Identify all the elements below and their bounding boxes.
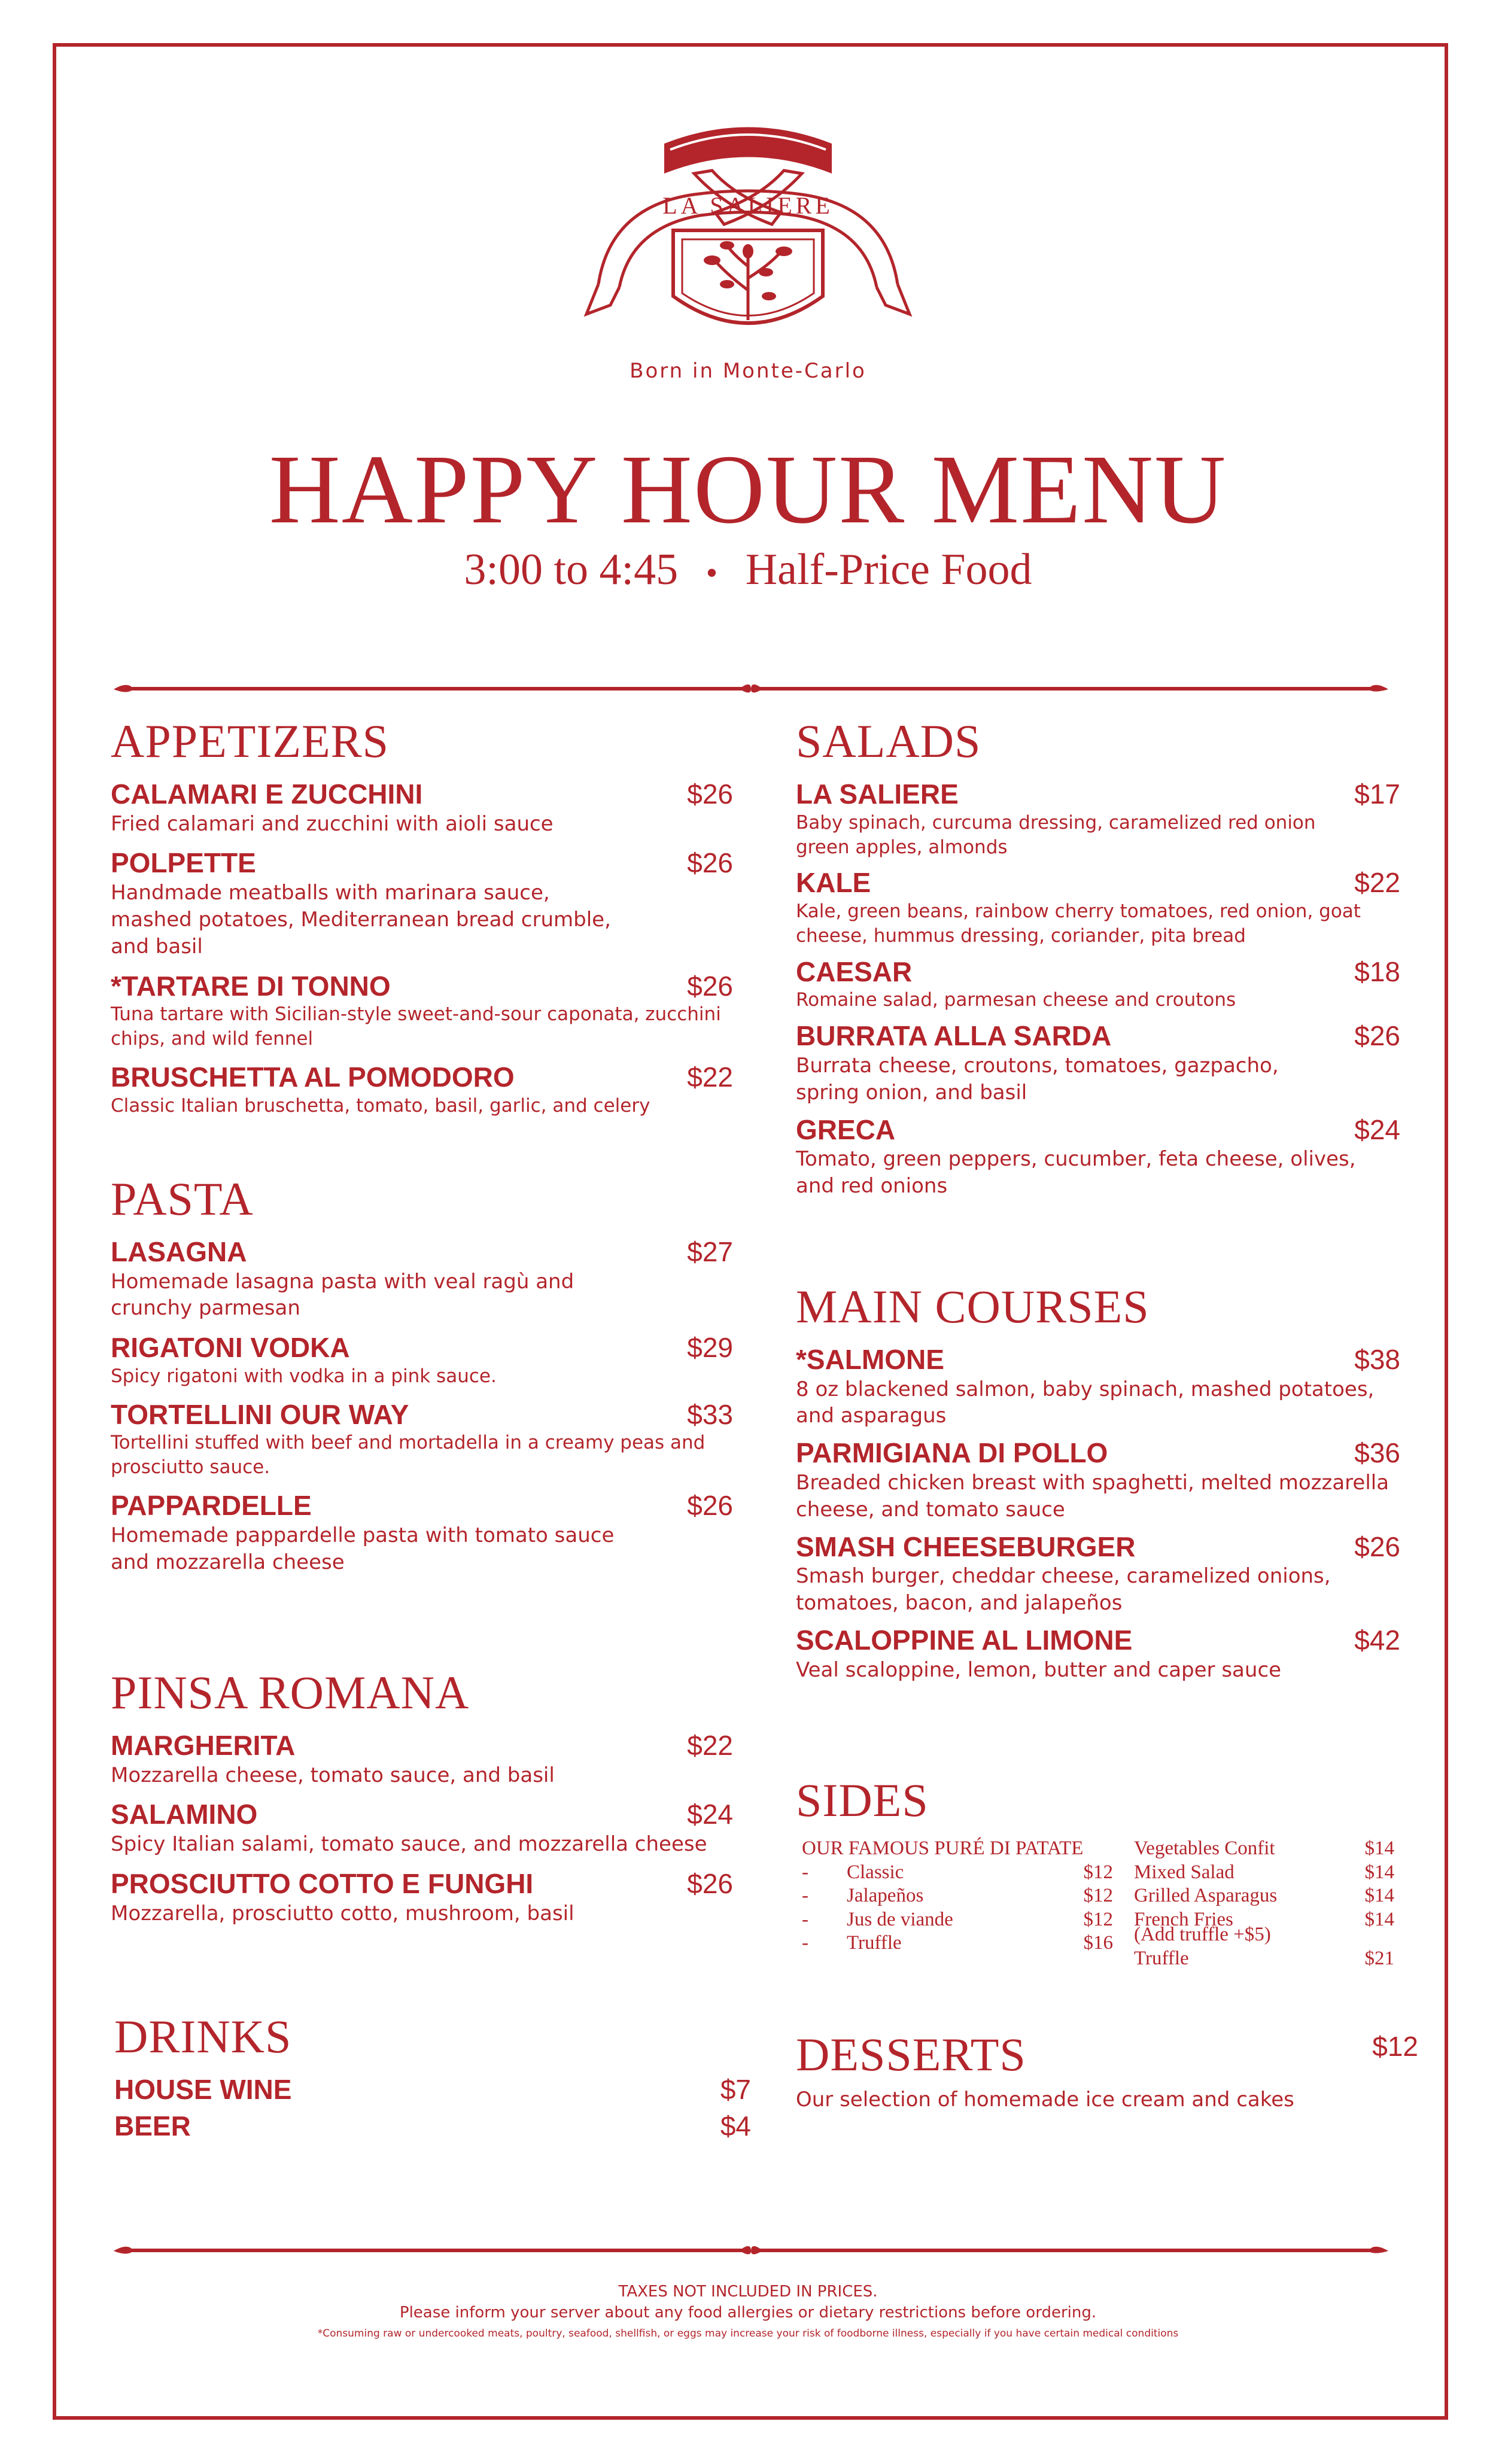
item-price: $22 xyxy=(687,1061,733,1093)
item-name: PARMIGIANA DI POLLO xyxy=(796,1437,1108,1469)
item-description: Kale, green beans, rainbow cherry tomatoes, red onion, goat cheese, hummus dressing, coriander, pita bread xyxy=(796,901,1361,947)
salads-title: SALADS xyxy=(796,715,981,767)
desserts-section xyxy=(796,2028,1418,2113)
menu-item xyxy=(796,779,1400,859)
side-item: - Classic $12 xyxy=(802,1861,1113,1883)
item-description: Baby spinach, curcuma dressing, caramelized red onion green apples, almonds xyxy=(796,811,1316,858)
bottom-divider xyxy=(108,2238,1394,2262)
item-name: CALAMARI E ZUCCHINI xyxy=(111,778,423,810)
main-courses-title: MAIN COURSES xyxy=(796,1280,1150,1333)
item-price: $4 xyxy=(720,2110,751,2141)
item-name: CAESAR xyxy=(796,956,913,987)
menu-item xyxy=(111,779,733,837)
svg-text:LA SALIERE: LA SALIERE xyxy=(662,192,834,219)
item-name: BEER xyxy=(114,2110,191,2141)
item-price: $27 xyxy=(687,1236,733,1267)
page-title: HAPPY HOUR MENU xyxy=(269,434,1227,544)
item-price: $42 xyxy=(1354,1625,1400,1656)
item-name: LA SALIERE xyxy=(796,778,959,810)
item-description: Tuna tartare with Sicilian-style sweet-and-sour caponata, zucchini chips, and wild fennel xyxy=(111,1003,721,1050)
item-price: $26 xyxy=(1354,1531,1400,1562)
side-item: - Jalapeños $12 xyxy=(802,1885,1113,1907)
side-item: - Jus de viande $12 xyxy=(802,1908,1113,1930)
menu-item xyxy=(111,971,733,1051)
item-description: Classic Italian bruschetta, tomato, basil, garlic, and celery xyxy=(111,1094,650,1117)
item-description: Homemade lasagna pasta with veal ragù and crunchy parmesan xyxy=(111,1269,574,1321)
item-price: $29 xyxy=(687,1332,733,1364)
side-item: Grilled Asparagus $14 xyxy=(1134,1885,1394,1907)
page-subtitle xyxy=(0,547,1496,592)
menu-item xyxy=(111,1730,733,1788)
item-name: LASAGNA xyxy=(111,1236,247,1267)
item-name: *SALMONE xyxy=(796,1344,944,1375)
menu-item xyxy=(796,1532,1400,1617)
appetizers-title: APPETIZERS xyxy=(111,715,390,767)
drinks-title: DRINKS xyxy=(114,2010,292,2063)
item-description: Burrata cheese, croutons, tomatoes, gazpacho, spring onion, and basil xyxy=(796,1053,1279,1105)
item-name: SMASH CHEESEBURGER xyxy=(796,1531,1136,1562)
item-description: Tortellini stuffed with beef and mortadella in a creamy peas and prosciutto sauce. xyxy=(111,1432,706,1479)
menu-item xyxy=(111,848,733,960)
menu-item xyxy=(111,1400,733,1480)
menu-item xyxy=(111,1490,733,1575)
sides-title: SIDES xyxy=(796,1774,929,1826)
desserts-price: $12 xyxy=(1372,2031,1418,2062)
item-name: MARGHERITA xyxy=(111,1730,296,1761)
drinks-section xyxy=(114,2010,751,2152)
salads-section xyxy=(796,715,1400,1210)
item-price: $17 xyxy=(1354,778,1400,810)
item-description: Mozzarella cheese, tomato sauce, and basil xyxy=(111,1763,555,1787)
item-name: PROSCIUTTO COTTO E FUNGHI xyxy=(111,1867,534,1899)
menu-item xyxy=(796,1021,1400,1106)
menu-item xyxy=(796,868,1400,948)
item-name: HOUSE WINE xyxy=(114,2074,292,2105)
item-description: Breaded chicken breast with spaghetti, melted mozzarella cheese, and tomato sauce xyxy=(796,1470,1389,1522)
menu-item xyxy=(796,957,1400,1013)
top-divider xyxy=(108,676,1394,700)
item-price: $18 xyxy=(1354,956,1400,987)
item-description: Mozzarella, prosciutto cotto, mushroom, basil xyxy=(111,1901,574,1925)
item-description: Veal scaloppine, lemon, butter and caper sauce xyxy=(796,1657,1282,1682)
item-price: $26 xyxy=(687,1490,733,1522)
item-price: $24 xyxy=(1354,1114,1400,1145)
side-item: French Fries $14 xyxy=(1134,1908,1394,1930)
menu-item xyxy=(796,1115,1400,1200)
footer-allergy-note: Please inform your server about any food allergies or dietary restrictions before ordering. xyxy=(399,2304,1097,2322)
pinsa-section xyxy=(111,1666,733,1937)
item-description: Smash burger, cheddar cheese, caramelized onions, tomatoes, bacon, and jalapeños xyxy=(796,1564,1331,1616)
item-price: $26 xyxy=(687,970,733,1002)
item-name: GRECA xyxy=(796,1114,896,1145)
item-description: 8 oz blackened salmon, baby spinach, mashed potatoes, and asparagus xyxy=(796,1377,1375,1428)
desserts-title: DESSERTS xyxy=(796,2028,1026,2080)
menu-item xyxy=(796,1344,1400,1429)
item-name: BRUSCHETTA AL POMODORO xyxy=(111,1061,515,1093)
pure-title: OUR FAMOUS PURÉ DI PATATE xyxy=(802,1838,1084,1859)
side-item: Mixed Salad $14 xyxy=(1134,1861,1394,1883)
item-description: Spicy Italian salami, tomato sauce, and mozzarella cheese xyxy=(111,1832,707,1857)
item-name: POLPETTE xyxy=(111,847,256,879)
menu-item xyxy=(111,1333,733,1389)
item-price: $26 xyxy=(687,847,733,879)
logo-tagline: Born in Monte-Carlo xyxy=(630,359,866,383)
menu-item xyxy=(796,1625,1400,1683)
side-item: Truffle $21 xyxy=(1134,1947,1394,1969)
item-description: Fried calamari and zucchini with aioli sauce xyxy=(111,811,554,836)
item-price: $24 xyxy=(687,1799,733,1830)
sides-list xyxy=(802,1837,1394,1975)
item-description: Homemade pappardelle pasta with tomato sauce and mozzarella cheese xyxy=(111,1523,615,1574)
menu-item xyxy=(111,1237,733,1322)
appetizers-section xyxy=(111,715,733,1129)
item-price: $33 xyxy=(687,1398,733,1430)
item-description: Handmade meatballs with marinara sauce, mashed potatoes, Mediterranean bread crumble, and basil xyxy=(111,881,611,959)
menu-item xyxy=(114,2111,751,2141)
item-price: $7 xyxy=(720,2074,751,2105)
main-courses-section xyxy=(796,1280,1400,1695)
side-item: Vegetables Confit $14 xyxy=(1134,1838,1394,1859)
item-name: SALAMINO xyxy=(111,1799,258,1830)
item-name: RIGATONI VODKA xyxy=(111,1332,350,1364)
pure-column xyxy=(802,1837,1113,1955)
item-description: Spicy rigatoni with vodka in a pink sauce. xyxy=(111,1365,497,1387)
item-name: *TARTARE DI TONNO xyxy=(111,970,391,1002)
item-description: Romaine salad, parmesan cheese and croutons xyxy=(796,989,1236,1011)
other-sides-column xyxy=(1134,1837,1394,1971)
item-name: SCALOPPINE AL LIMONE xyxy=(796,1625,1133,1656)
menu-item xyxy=(114,2074,751,2105)
menu-item xyxy=(111,1799,733,1857)
item-price: $22 xyxy=(687,1730,733,1761)
side-item: - Truffle $16 xyxy=(802,1932,1113,1954)
item-name: KALE xyxy=(796,867,871,899)
pinsa-title: PINSA ROMANA xyxy=(111,1666,470,1718)
menu-item xyxy=(111,1869,733,1927)
footer-taxes-note: TAXES NOT INCLUDED IN PRICES. xyxy=(618,2283,878,2301)
desserts-description: Our selection of homemade ice cream and cakes xyxy=(796,2088,1294,2112)
item-description: Tomato, green peppers, cucumber, feta cheese, olives, and red onions xyxy=(796,1147,1356,1198)
item-name: TORTELLINI OUR WAY xyxy=(111,1398,409,1430)
item-price: $26 xyxy=(1354,1020,1400,1052)
pasta-section xyxy=(111,1173,733,1587)
menu-item xyxy=(796,1438,1400,1523)
item-name: BURRATA ALLA SARDA xyxy=(796,1020,1112,1052)
footer-health-warning: *Consuming raw or undercooked meats, poultry, seafood, shellfish, or eggs may increase your risk of foodborne illness, especially if you have certain medical conditions xyxy=(317,2328,1179,2340)
subtitle-bullet: • xyxy=(706,555,718,592)
pasta-title: PASTA xyxy=(111,1173,254,1225)
item-name: PAPPARDELLE xyxy=(111,1490,312,1522)
item-price: $36 xyxy=(1354,1437,1400,1469)
item-price: $26 xyxy=(687,778,733,810)
la-saliere-logo xyxy=(574,117,922,368)
menu-item xyxy=(111,1062,733,1118)
item-price: $22 xyxy=(1354,867,1400,899)
sides-section xyxy=(796,1774,1400,1969)
fries-truffle-note: (Add truffle +$5) xyxy=(1134,1924,1271,1946)
happy-hour-time: 3:00 to 4:45 xyxy=(464,545,679,594)
happy-hour-offer: Half-Price Food xyxy=(745,545,1032,594)
item-price: $38 xyxy=(1354,1344,1400,1375)
item-price: $26 xyxy=(687,1867,733,1899)
